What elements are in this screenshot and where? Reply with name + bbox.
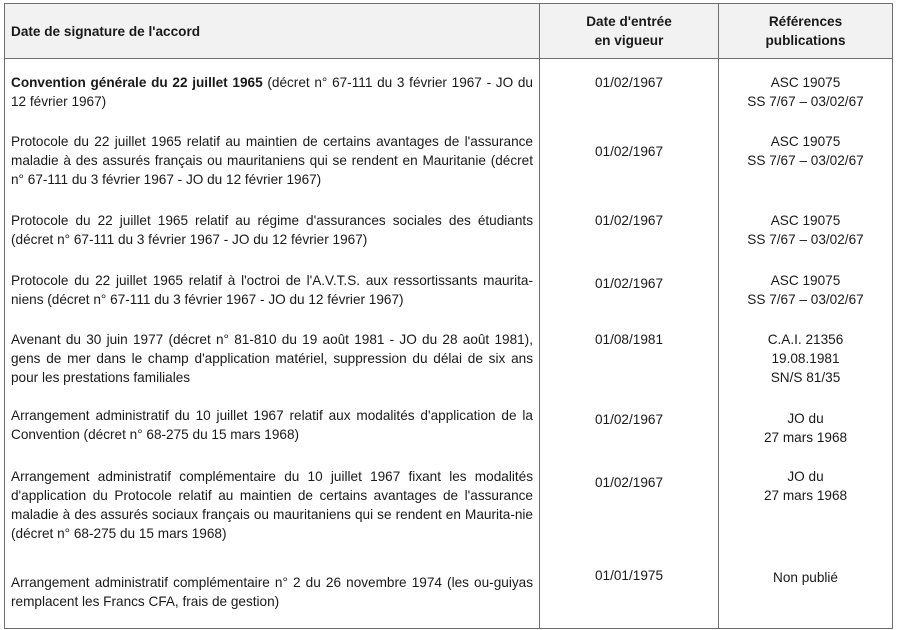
publication-reference: Non publié [719,553,893,629]
publication-reference: JO du 27 mars 1968 [719,455,893,553]
entry-date: 01/08/1981 [540,316,719,395]
agreement-description: Arrangement administratif du 10 juillet 1967 relatif aux modalités d'application de la Convention (décret n° 68-275 du 15 mars 1968) [5,395,540,455]
entry-date: 01/02/1967 [540,59,719,119]
table-header-row [5,4,893,59]
publication-reference: ASC 19075 SS 7/67 – 03/02/67 [719,59,893,119]
entry-date: 01/02/1967 [540,258,719,316]
table-row [5,258,893,316]
agreement-description: Convention générale du 22 juillet 1965 (décret n° 67-111 du 3 février 1967 - JO du 12 février 1967) [5,59,540,119]
agreement-description: Arrangement administratif complémentaire du 10 juillet 1967 fixant les modalités d'application du Protocole relatif au maintien de certains avantages de l'assurance maladie à des assurés sociaux français ou mauritaniens qui se rendent en Maurita-nie (décret n° 68-275 du 15 mars 1968) [5,455,540,553]
table-row [5,316,893,395]
agreements-table [4,3,893,629]
header-signature-date: Date de signature de l'accord [5,4,540,59]
table-row [5,553,893,629]
header-publication-references: Références publications [719,4,893,59]
table-row [5,198,893,258]
agreement-description: Avenant du 30 juin 1977 (décret n° 81-810 du 19 août 1981 - JO du 28 août 1981), gens de mer dans le champ d'application matériel, suppression du délai de six ans pour les prestations familiales [5,316,540,395]
agreement-description: Arrangement administratif complémentaire n° 2 du 26 novembre 1974 (les ou-guiyas remplacent les Francs CFA, frais de gestion) [5,553,540,629]
header-entry-into-force: Date d'entrée en vigueur [540,4,719,59]
agreement-description: Protocole du 22 juillet 1965 relatif à l'octroi de l'A.V.T.S. aux ressortissants maurita-niens (décret n° 67-111 du 3 février 1967 - JO du 12 février 1967) [5,258,540,316]
publication-reference: JO du 27 mars 1968 [719,395,893,455]
entry-date: 01/02/1967 [540,198,719,258]
agreement-description: Protocole du 22 juillet 1965 relatif au régime d'assurances sociales des étudiants (décret n° 67-111 du 3 février 1967 - JO du 12 février 1967) [5,198,540,258]
table-row [5,395,893,455]
agreement-description: Protocole du 22 juillet 1965 relatif au maintien de certains avantages de l'assurance maladie à des assurés français ou mauritaniens qui se rendent en Mauritanie (décret n° 67-111 du 3 février 1967 - JO du 12 février 1967) [5,119,540,198]
publication-reference: C.A.I. 21356 19.08.1981 SN/S 81/35 [719,316,893,395]
table-row [5,59,893,119]
entry-date: 01/01/1975 [540,553,719,629]
table-row [5,119,893,198]
publication-reference: ASC 19075 SS 7/67 – 03/02/67 [719,198,893,258]
entry-date: 01/02/1967 [540,119,719,198]
entry-date: 01/02/1967 [540,395,719,455]
table-row [5,455,893,553]
entry-date: 01/02/1967 [540,455,719,553]
publication-reference: ASC 19075 SS 7/67 – 03/02/67 [719,119,893,198]
publication-reference: ASC 19075 SS 7/67 – 03/02/67 [719,258,893,316]
